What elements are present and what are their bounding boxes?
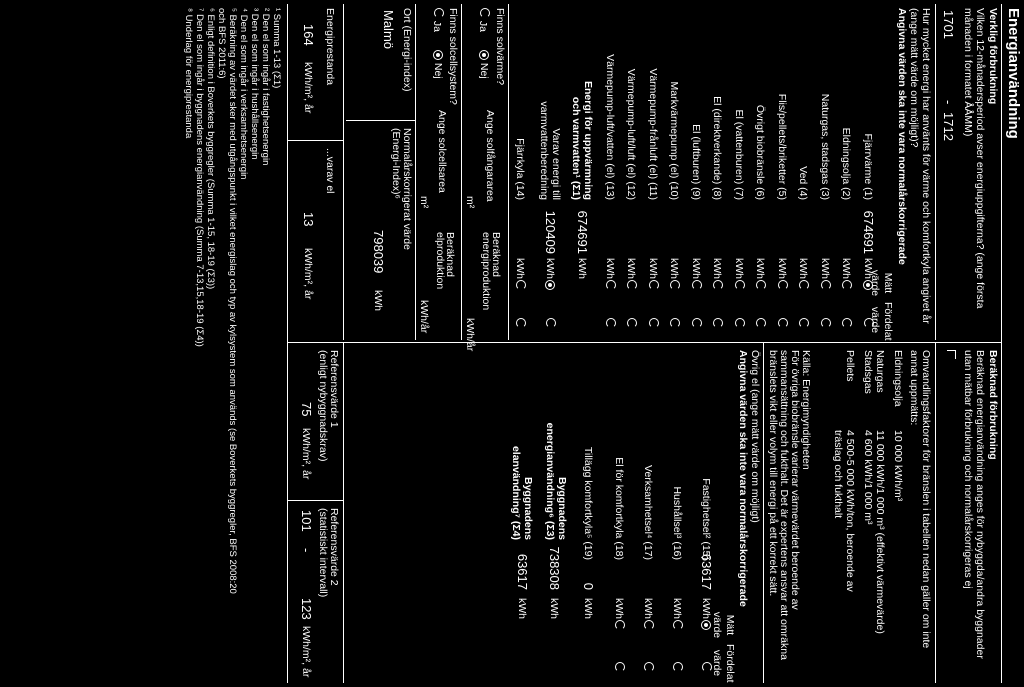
energy-row-unit: kWh [797, 258, 810, 279]
footnote: ⁶ Enligt definition i Boverkets byggregler (Summa 1-15, 18-19 (Σ3)) [205, 8, 216, 290]
footnote: ⁷ Den el som ingår i byggnadens energianvändning (Summa 7-13,15,18-19 (Σ4)) [194, 8, 205, 347]
solvarme-prod-label-2: energiproduktion [480, 232, 492, 311]
energy-row-ford-radio[interactable] [667, 318, 681, 328]
solvarme-area-label: Ange solfångararea [484, 110, 496, 202]
bygg-anv-label-1: Byggnadens [556, 476, 568, 540]
tillagg-value[interactable]: 0 [581, 582, 596, 590]
bygg-el-value: 63617 [515, 553, 530, 590]
ovrig-el-matt-radio[interactable] [611, 620, 625, 630]
fjarrkyla-unit: kWh [514, 258, 526, 279]
energy-row-matt-radio[interactable] [817, 280, 831, 290]
beraknad-line-2: utan mätbar förbrukning och normalårskorrigeras ej [962, 350, 974, 589]
period-question-2: månaden i formatet ÅÅMM) [962, 8, 974, 137]
ort-value[interactable]: Malmö [381, 10, 396, 50]
ref2-label-1: Referensvärde 2 [328, 508, 340, 586]
energy-row-unit: kWh [604, 258, 616, 279]
solvarme-prod-unit: kWh/år [464, 318, 476, 352]
period-question-1: Vilken 12-månadersperiod avser energiuppgifterna? (ange första [974, 8, 986, 309]
ref1-label-2: (enligt nybyggnadskrav) [317, 350, 329, 462]
energy-row-unit: kWh [776, 258, 788, 279]
ref2-to: 123 [299, 598, 314, 620]
beraknad-heading: Beräknad förbrukning [987, 350, 999, 460]
energy-row-label: Ved (4) [797, 166, 810, 200]
ovrig-el-row-label: Verksamhetsel⁴ (17) [642, 465, 654, 560]
energy-row-label: Eldningsolja (2) [840, 127, 853, 200]
ovrig-col-fordelat: Fördelat värde [711, 644, 736, 683]
energy-row-ford-radio[interactable] [731, 318, 745, 328]
beraknad-line-1: Beräknad energianvändning anges för nybyggda/andra byggnader [974, 350, 986, 659]
footnote: ⁵ Beräkning av värdet sker med utgångspunkt i vilket energislag och typ av kylsystem som används (se Boverkets byggregler, BFS 2008:20 [227, 8, 238, 594]
energy-row-ford-radio[interactable] [688, 318, 702, 328]
solvarme-prod-label-1: Beräknad [490, 232, 502, 277]
usage-question-3: Angivna värden ska inte vara normalårskorrigerade [896, 8, 908, 265]
usage-question-1: Hur mycket energi har använts för värme och komfortkyla angivet år [920, 8, 932, 324]
footnote: ² Den el som ingår i fastighetsenergin [260, 8, 271, 166]
energiprestanda-label: Energiprestanda [324, 8, 336, 86]
period-sep: - [941, 100, 956, 105]
energy-row-matt-radio[interactable] [861, 280, 874, 290]
beraknad-checkbox[interactable] [947, 350, 956, 359]
ref2-unit: kWh/m², år [300, 626, 312, 678]
kalla-line-2: För övriga biobränsle varierar värmevärdet beroende av [789, 350, 801, 610]
varmvatten-matt-radio[interactable] [543, 280, 556, 290]
energy-row-ford-radio[interactable] [817, 318, 831, 328]
solvarme-ja[interactable] [476, 8, 490, 32]
energy-row-unit: kWh [647, 258, 659, 279]
energy-row-matt-radio[interactable] [710, 280, 724, 290]
bygg-anv-unit: kWh [548, 598, 560, 619]
verklig-heading: Verklig förbrukning [987, 8, 999, 105]
energy-row-label: Värmepump-frånluft (el) (11) [647, 68, 659, 200]
ort-label: Ort (Energi-index) [401, 8, 413, 92]
energy-row-label: Naturgas, stadsgas (3) [819, 93, 831, 200]
ovrig-col-matt: Mätt värde [711, 611, 736, 639]
footnote: ¹ Summa 1-13 (Σ1) [271, 8, 282, 89]
varav-el-value: 13 [301, 212, 316, 227]
solcell-question: Finns solcellsystem? [447, 8, 459, 105]
energy-row-ford-radio[interactable] [710, 318, 724, 328]
energy-row-matt-radio[interactable] [753, 280, 767, 290]
energy-row-unit: kWh [862, 258, 874, 279]
solvarme-ja-label: Ja [477, 20, 489, 33]
solcell-area-label: Ange solcellsarea [436, 110, 448, 193]
energy-row-ford-radio[interactable] [624, 318, 638, 328]
energy-row-matt-radio[interactable] [796, 280, 810, 290]
solvarme-question: Finns solvärme? [494, 8, 506, 86]
omvandling-line-1: Omvandlingsfaktorer för bränslen i tabellen nedan gäller om inte [920, 350, 932, 649]
kalla-line-1: Källa: Energimyndigheten [800, 350, 812, 470]
solcell-prod-label-2: elproduktion [434, 232, 446, 290]
omvandling-item-label: Eldningsolja [892, 350, 904, 407]
col-matt-header: Mätt värde [869, 269, 894, 297]
energy-row-unit: kWh [711, 258, 724, 279]
ref1-unit: kWh/m², år [300, 428, 312, 480]
ovrig-el-matt-radio[interactable] [669, 620, 683, 630]
uppvarmning-label-2: och varmvatten¹ (Σ1) [570, 96, 582, 200]
omvandling-item-value: 4 600 kWh/1 000 m³ [862, 430, 874, 525]
ovrig-el-row-unit: kWh [613, 598, 625, 619]
tillagg-unit: kWh [582, 598, 594, 619]
omvandling-item-value: 4 500-5 000 kWh/ton, beroende av [844, 430, 856, 592]
fjarrkyla-label: Fjärrkyla (14) [514, 138, 526, 200]
solcell-ja[interactable] [430, 8, 444, 32]
energy-row-unit: kWh [733, 258, 745, 279]
period-from[interactable]: 1701 [941, 10, 956, 39]
energy-row-matt-radio[interactable] [602, 280, 616, 290]
varmvatten-ford-radio[interactable] [542, 318, 556, 328]
energy-row-unit: kWh [819, 258, 831, 279]
usage-question-2: (ange mätt värde om möjligt)? [908, 8, 920, 148]
energy-row-matt-radio[interactable] [839, 280, 853, 290]
energy-row-matt-radio[interactable] [624, 280, 638, 290]
ovrig-el-matt-radio[interactable] [699, 620, 712, 630]
tillagg-label: Tillägg komfortkyla⁵ (19) [582, 446, 594, 560]
ref1-value: 75 [299, 402, 314, 417]
varmvatten-unit: kWh [544, 258, 556, 279]
solcell-prod-label-1: Beräknad [444, 232, 456, 277]
col-fordelat-header: Fördelat värde [869, 302, 894, 341]
ovrig-el-row-unit: kWh [642, 598, 654, 619]
varav-el-unit: kWh/m², år [302, 248, 314, 300]
energy-row-ford-radio[interactable] [645, 318, 659, 328]
fjarrkyla-ford-radio[interactable] [512, 318, 526, 328]
energy-row-unit: kWh [754, 258, 767, 279]
ovrig-el-matt-radio[interactable] [640, 620, 654, 630]
omvandling-item-label: Pellets [844, 350, 856, 382]
energy-row-label: Fjärrvärme (1) [862, 133, 874, 200]
solcell-nej[interactable] [431, 50, 444, 79]
energy-row-unit: kWh [668, 258, 681, 279]
omvandling-line-2: annat uppmätts: [908, 350, 920, 426]
footnote: ⁸ Underlag för energiprestanda [183, 8, 194, 139]
fjarrkyla-matt-radio[interactable] [512, 280, 526, 290]
period-to[interactable]: 1712 [941, 112, 956, 141]
omvandling-item-value: 11 000 kWh/1 000 m³ (effektivt värmevärde) [874, 430, 886, 634]
ovrig-el-row-label: Hushållsel³ (16) [671, 486, 683, 560]
energy-row-ford-radio[interactable] [774, 318, 788, 328]
footnote: ⁴ Den el som ingår i verksamhetsenergin [238, 8, 249, 180]
solvarme-area-unit: m² [464, 196, 476, 209]
energy-row-matt-radio[interactable] [774, 280, 788, 290]
ref1-label-1: Referensvärde 1 [328, 350, 340, 428]
omvandling-item-value: 10 000 kWh/m³ [892, 430, 904, 502]
energy-row-matt-radio[interactable] [688, 280, 702, 290]
uppvarmning-unit: kWh [576, 258, 588, 279]
kalla-line-3: sammansättning och fukthalt. Det är expertens ansvar att omräkna [778, 350, 790, 660]
energy-row-ford-radio[interactable] [753, 318, 767, 328]
ovrig-el-line-1: Övrig el (ange mätt värde om möjligt) [749, 350, 761, 523]
energy-row-ford-radio[interactable] [796, 318, 810, 328]
energy-row-label: Övrigt biobränsle (6) [754, 104, 767, 200]
energy-row-matt-radio[interactable] [645, 280, 659, 290]
solcell-ja-label: Ja [431, 20, 443, 33]
solcell-prod-unit: kWh/år [418, 300, 430, 334]
bygg-el-label-1: Byggnadens [522, 476, 534, 540]
omvandling-item-value: träslag och fukthalt [832, 430, 844, 519]
varmvatten-label-2: varmvattenberedning [538, 101, 550, 200]
energy-row-value[interactable]: 674691 [861, 210, 876, 254]
varav-el-label: ...varav el [324, 148, 336, 194]
ovrig-el-ford-radio[interactable] [640, 662, 654, 672]
normal-unit: kWh [372, 290, 384, 311]
ovrig-el-row-unit: kWh [700, 598, 712, 619]
energy-row-matt-radio[interactable] [731, 280, 745, 290]
ovrig-el-row-unit: kWh [671, 598, 683, 619]
omvandling-item-label: Naturgas [874, 350, 886, 393]
footnote: och BFS 2011:6) [216, 8, 227, 79]
varmvatten-value[interactable]: 120409 [543, 210, 558, 254]
energy-row-label: Markvärmepump (el) (10) [668, 81, 681, 200]
ovrig-el-line-2: Angivna värden ska inte vara normalårskorrigerade [737, 350, 749, 607]
energy-row-unit: kWh [690, 258, 702, 279]
energy-row-unit: kWh [840, 258, 853, 279]
energy-row-label: Värmepump-luft/vatten (el) (13) [604, 54, 616, 200]
ref2-label-2: (statistiskt intervall) [317, 508, 329, 598]
energy-row-label: Flis/pellets/briketter (5) [776, 93, 788, 200]
ovrig-el-ford-radio[interactable] [669, 662, 683, 672]
energy-row-ford-radio[interactable] [860, 318, 874, 328]
energy-row-label: El (vattenburen) (7) [733, 109, 745, 200]
energy-row-label: El (direktverkande) (8) [711, 96, 724, 200]
bygg-el-unit: kWh [516, 598, 528, 619]
ovrig-el-ford-radio[interactable] [611, 662, 625, 672]
kalla-line-4: bränslets vikt eller volym till energi på ett korrekt sätt. [767, 350, 779, 597]
page-title: Energianvändning [1005, 8, 1022, 139]
varmvatten-label-1: Varav energi till [550, 128, 562, 200]
omvandling-item-label: Stadsgas [862, 350, 874, 394]
energy-row-ford-radio[interactable] [839, 318, 853, 328]
bygg-anv-value: 738308 [547, 546, 562, 590]
solcell-area-unit: m² [418, 196, 430, 209]
solvarme-nej[interactable] [477, 50, 490, 79]
footnote: ³ Den el som ingår i hushållsenergin [249, 8, 260, 160]
energiprestanda-unit: kWh/m², år [302, 62, 314, 114]
ovrig-el-row-value[interactable]: 63617 [699, 553, 714, 590]
energy-row-label: Värmepump-luft/luft (el) (12) [625, 68, 638, 200]
solvarme-nej-label: Nej [478, 62, 490, 79]
energy-row-unit: kWh [625, 258, 638, 279]
bygg-anv-label-2: energianvändning⁶ (Σ3) [544, 422, 556, 540]
bygg-el-label-2: elanvändning⁷ (Σ4) [510, 445, 522, 540]
ovrig-el-row-label: Fastighetsel² (15) [700, 478, 712, 560]
solcell-nej-label: Nej [432, 62, 444, 79]
ref2-from: 101 [299, 510, 314, 532]
uppvarmning-value: 674691 [575, 210, 590, 254]
ovrig-el-row-label: El för komfortkyla (18) [613, 457, 625, 560]
energiprestanda-value: 164 [301, 24, 316, 46]
ref2-sep: - [299, 548, 314, 553]
normal-label-2: (Energi-Index)⁶ [390, 128, 402, 199]
ovrig-el-ford-radio[interactable] [698, 662, 712, 672]
energy-row-label: El (luftburen) (9) [690, 124, 702, 200]
uppvarmning-label-1: Energi för uppvärmning [582, 80, 594, 200]
normal-value: 798039 [371, 230, 386, 274]
normal-label-1: Normalårskorrigerat värde [401, 128, 413, 250]
energy-row-ford-radio[interactable] [602, 318, 616, 328]
energy-row-matt-radio[interactable] [667, 280, 681, 290]
